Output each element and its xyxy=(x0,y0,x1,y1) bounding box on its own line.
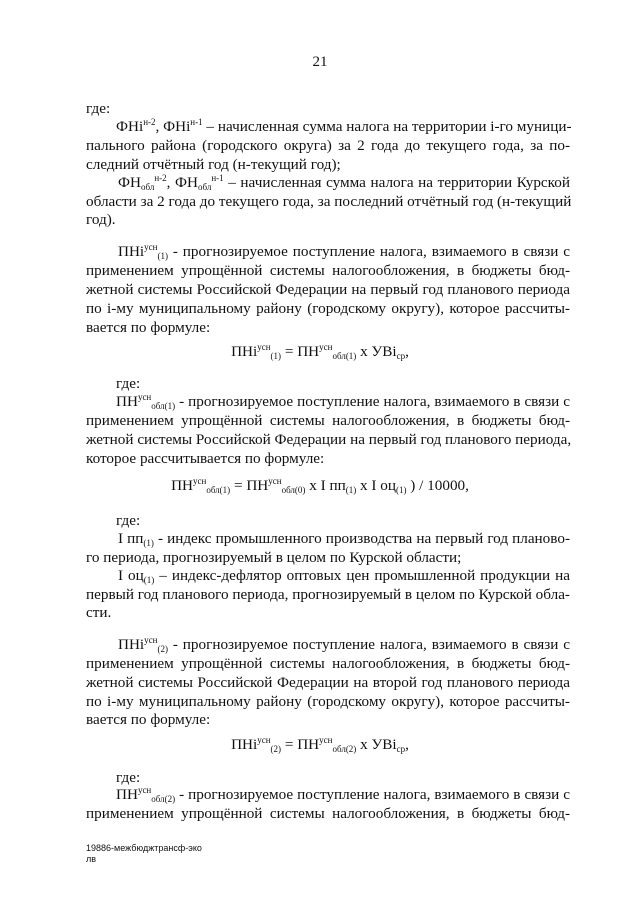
p5-line1: I $пп_{(1)}$ - индекс промышленного производства на первый год планово- xyxy=(118,530,570,548)
p6-line5: вается по формуле: xyxy=(86,711,211,728)
p6-line1: ПНi$^{усн}_{(2)}$ - прогнозируемое поступление налога, взимаемого в связи с xyxy=(118,635,570,654)
p2-line2: области за 2 года до текущего года, за последний отчётный год (н-текущий xyxy=(86,193,572,210)
footer-author-initials: лв xyxy=(86,854,97,864)
where-label-2: где: xyxy=(116,375,141,392)
formula-3: $ПНi^{усн}_{(2)} = ПН^{усн}_{обл(2)}$ х УВi$_{ср}$, xyxy=(231,735,409,754)
p2-line3: год). xyxy=(86,211,116,228)
p6-line4: по i-му муниципальному району (городскому округу), которое рассчиты- xyxy=(86,693,570,710)
p1-line3: следний отчётный год (н-текущий год); xyxy=(86,156,341,173)
formula-2: $ПН^{усн}_{обл(1)} = ПН^{усн}_{обл(0)}$ х I $пп_{(1)}$ х I $оц_{(1)}$ ) / 10000, xyxy=(171,476,469,495)
p5-line5: сти. xyxy=(86,604,112,621)
p1-line2: пального района (городского округа) за 2 года до текущего года, за по- xyxy=(86,137,570,154)
p6-line2: применением упрощённой системы налогообложения, в бюджеты бюд- xyxy=(86,655,570,672)
where-label-3: где: xyxy=(116,512,141,529)
footer-doc-code: 19886-межбюджтрансф-эко xyxy=(86,843,202,853)
p7-line1: $ПН^{усн}_{обл(2)}$ - прогнозируемое поступление налога, взимаемого в связи с xyxy=(116,785,570,804)
p3-line1: ПНi$^{усн}_{(1)}$ - прогнозируемое поступление налога, взимаемого в связи с xyxy=(118,242,570,261)
formula-1: $ПНi^{усн}_{(1)} = ПН^{усн}_{обл(1)}$ х УВi$_{ср}$, xyxy=(231,342,409,361)
p1-line1: ФНi$^{н-2}$, ФНi$^{н-1}$ – начисленная сумма налога на территории i-го муници- xyxy=(116,117,572,135)
p2-line1: $ФН_{обл}^{н-2}$, $ФН_{обл}^{н-1}$ – начисленная сумма налога на территории Курской xyxy=(118,173,570,192)
p5-line2: го периода, прогнозируемый в целом по Курской области; xyxy=(86,549,462,566)
where-label-4: где: xyxy=(116,769,141,786)
p7-line2: применением упрощённой системы налогообложения, в бюджеты бюд- xyxy=(86,805,570,822)
p3-line4: по i-му муниципальному району (городскому округу), которое рассчиты- xyxy=(86,300,570,317)
p4-line1: $ПН^{усн}_{обл(1)}$ - прогнозируемое поступление налога, взимаемого в связи с xyxy=(116,392,570,411)
p3-line5: вается по формуле: xyxy=(86,319,211,336)
p5-line3: I $оц_{(1)}$ – индекс-дефлятор оптовых цен промышленной продукции на xyxy=(118,567,570,585)
p4-line4: которое рассчитывается по формуле: xyxy=(86,450,325,467)
p5-line4: первый год планового периода, прогнозируемый в целом по Курской обла- xyxy=(86,586,570,603)
p6-line3: жетной системы Российской Федерации на второй год планового периода xyxy=(86,674,570,691)
p3-line2: применением упрощённой системы налогообложения, в бюджеты бюд- xyxy=(86,262,570,279)
page-number: 21 xyxy=(312,54,328,70)
p4-line2: применением упрощённой системы налогообложения, в бюджеты бюд- xyxy=(86,412,570,429)
p3-line3: жетной системы Российской Федерации на первый год планового периода xyxy=(86,281,570,298)
where-label: где: xyxy=(86,100,111,117)
p4-line3: жетной системы Российской Федерации на первый год планового периода, xyxy=(86,431,572,448)
